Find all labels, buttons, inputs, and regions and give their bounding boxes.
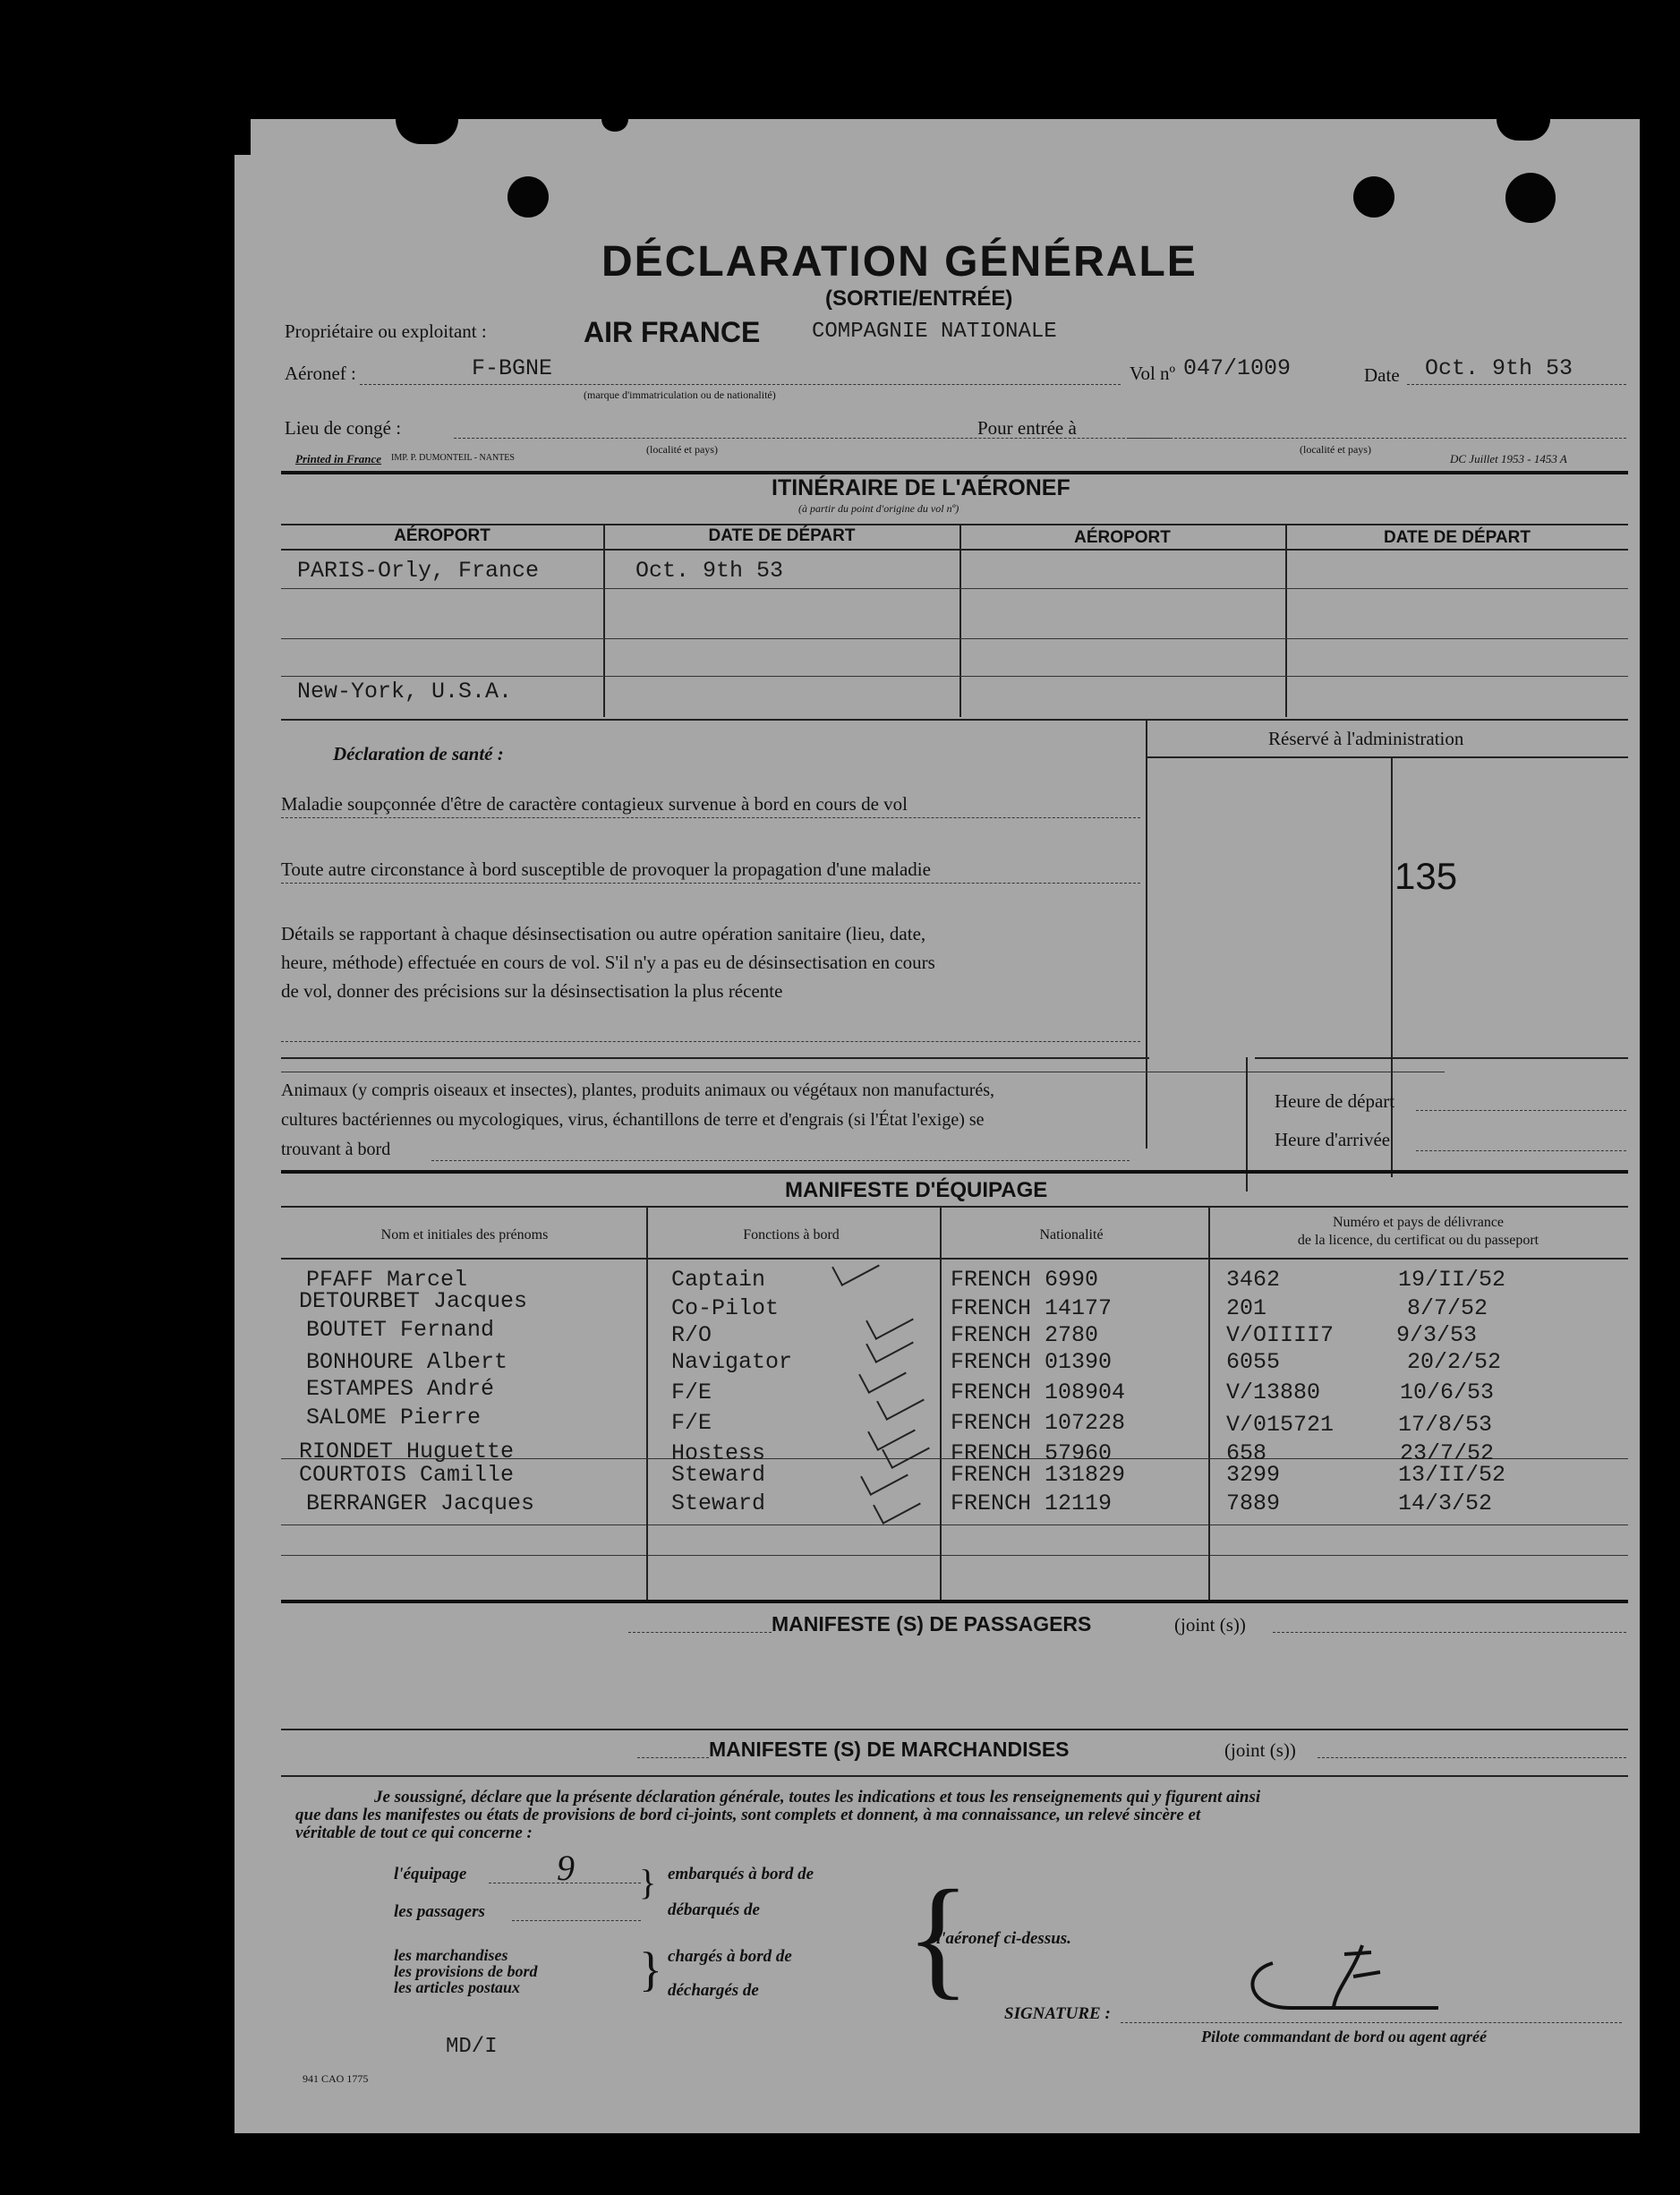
admin-header-line [1146, 756, 1628, 758]
itinerary-divider [959, 524, 961, 717]
crew-function: Steward [671, 1462, 766, 1488]
health-title: Déclaration de santé : [333, 743, 504, 764]
crew-count-label: l'équipage [394, 1865, 467, 1883]
printer-note: IMP. P. DUMONTEIL - NANTES [391, 453, 515, 463]
punch-hole-right [1353, 176, 1394, 218]
passengers-joint: (joint (s)) [1174, 1614, 1246, 1636]
origin-date: Oct. 9th 53 [635, 558, 784, 584]
crew-nationality: FRENCH 131829 [951, 1462, 1126, 1488]
crew-license: 658 [1226, 1440, 1267, 1466]
page-title: DÉCLARATION GÉNÉRALE [601, 238, 1198, 286]
itinerary-header-bottom [281, 549, 1628, 551]
embarked-label: embarqués à bord de [668, 1865, 814, 1883]
owner-value-extra: COMPAGNIE NATIONALE [812, 320, 1057, 344]
departure-time-label: Heure de départ [1275, 1090, 1395, 1112]
arrival-time-line [1416, 1150, 1626, 1151]
crew-name: ESTAMPES André [306, 1376, 495, 1402]
crew-col-license-1: Numéro et pays de délivrance [1332, 1215, 1505, 1230]
crew-divider [1208, 1206, 1210, 1489]
crew-name: RIONDET Huguette [299, 1439, 515, 1465]
crew-header-bottom [281, 1258, 1628, 1260]
crew-nationality: FRENCH 2780 [951, 1322, 1099, 1348]
arrival-time-label: Heure d'arrivée [1275, 1129, 1391, 1150]
crew-license-date: 9/3/53 [1396, 1322, 1478, 1348]
itinerary-subtitle: (à partir du point d'origine du vol nº) [798, 502, 959, 515]
animals-top [281, 1057, 1149, 1059]
health-line-1: Maladie soupçonnée d'être de caractère contagieux survenue à bord en cours de vol [281, 793, 908, 815]
crew-col-name: Nom et initiales des prénoms [380, 1227, 549, 1243]
crew-license-date: 8/7/52 [1407, 1295, 1488, 1321]
itinerary-col-date-2: DATE DE DÉPART [1384, 528, 1531, 547]
aircraft-label: Aéronef : [285, 363, 356, 384]
crew-function: Hostess [671, 1440, 766, 1466]
signature-stroke [1252, 1963, 1438, 2008]
crew-count-value: 9 [557, 1848, 575, 1888]
crew-divider [940, 1489, 942, 1600]
goods-rule [281, 1775, 1628, 1777]
date-label: Date [1364, 364, 1400, 386]
itinerary-col-date-1: DATE DE DÉPART [708, 526, 856, 545]
admin-label: Réservé à l'administration [1268, 728, 1464, 749]
provisions-label: les provisions de bord [394, 1962, 538, 1980]
brace-left: } [639, 1862, 657, 1902]
date-value: Oct. 9th 53 [1425, 355, 1573, 381]
signature [1237, 1936, 1452, 2017]
origin-airport: PARIS-Orly, France [297, 558, 540, 584]
animals-line-2: cultures bactériennes ou mycologiques, virus, échantillons de terre et d'engrais (si l'État l'exige) se [281, 1110, 985, 1130]
crew-nationality: FRENCH 14177 [951, 1295, 1113, 1321]
aircraft-value: F-BGNE [472, 355, 553, 381]
itinerary-title: ITINÉRAIRE DE L'AÉRONEF [772, 475, 1070, 500]
crew-license-date: 20/2/52 [1407, 1349, 1502, 1375]
crew-col-license-2: de la licence, du certificat ou du passeport [1297, 1233, 1539, 1248]
admin-inner-divider [1391, 756, 1393, 1177]
brace-right: { [906, 1863, 970, 2011]
form-sheet [235, 119, 1640, 2133]
crew-function: Captain [671, 1267, 766, 1293]
itinerary-divider [1285, 524, 1287, 717]
aircraft-caption: (marque d'immatriculation ou de nationalité) [584, 389, 776, 401]
torn-edge [601, 119, 628, 132]
health-line-2: Toute autre circonstance à bord susceptible de provoquer la propagation d'une maladie [281, 858, 931, 880]
crew-col-function: Fonctions à bord [743, 1227, 840, 1243]
crew-license: V/OIIII7 [1226, 1322, 1335, 1348]
crew-function: F/E [671, 1410, 712, 1436]
crew-divider [646, 1489, 648, 1600]
entry-line [1130, 438, 1626, 439]
passengers-rule [281, 1729, 1628, 1730]
itinerary-row-line [281, 676, 1628, 677]
flight-value: 047/1009 [1183, 355, 1292, 381]
crew-license: 3299 [1226, 1462, 1281, 1488]
crew-license-date: 17/8/53 [1398, 1412, 1493, 1438]
crew-nationality: FRENCH 107228 [951, 1410, 1126, 1436]
crew-function: Steward [671, 1490, 766, 1516]
torn-edge [396, 119, 458, 144]
declaration-line-2: que dans les manifestes ou états de provisions de bord ci-joints, sont complets et donnent, à ma connaissance, un relevé sincère et [295, 1806, 1201, 1824]
declaration-line-3: véritable de tout ce qui concerne : [295, 1823, 533, 1842]
crew-nationality: FRENCH 57960 [951, 1440, 1113, 1466]
crew-name: BERRANGER Jacques [306, 1490, 535, 1516]
crew-nationality: FRENCH 6990 [951, 1267, 1099, 1293]
animals-line-1: Animaux (y compris oiseaux et insectes), plantes, produits animaux ou végétaux non manufacturés, [281, 1080, 995, 1100]
itinerary-header-top [281, 524, 1628, 525]
crew-nationality: FRENCH 108904 [951, 1379, 1126, 1405]
crew-col-nationality: Nationalité [1039, 1227, 1104, 1243]
crew-license-date: 23/7/52 [1400, 1440, 1495, 1466]
loaded-label: chargés à bord de [668, 1947, 792, 1966]
entry-caption: (localité et pays) [1300, 443, 1371, 456]
itinerary-row-line [281, 638, 1628, 639]
signature-line [1121, 2022, 1622, 2023]
page-subtitle: (SORTIE/ENTRÉE) [825, 286, 1013, 311]
passengers-label: MANIFESTE (S) DE PASSAGERS [772, 1612, 1092, 1636]
passengers-count-label: les passagers [394, 1902, 485, 1921]
goods-joint: (joint (s)) [1224, 1739, 1296, 1761]
ref-code: MD/I [446, 2035, 498, 2059]
disembarked-label: débarqués de [668, 1900, 760, 1919]
crew-name: COURTOIS Camille [299, 1462, 515, 1488]
health-line-3b: heure, méthode) effectuée en cours de vol. S'il n'y a pas eu de désinsectisation en cours [281, 952, 935, 973]
crew-nationality: FRENCH 01390 [951, 1349, 1113, 1375]
crew-license-date: 14/3/52 [1398, 1490, 1493, 1516]
crew-license: 201 [1226, 1295, 1267, 1321]
health-line-1-rule [281, 817, 1140, 818]
crew-function: R/O [671, 1322, 712, 1348]
printed-in: Printed in France [295, 452, 382, 465]
section-rule [281, 471, 1628, 474]
admin-number: 135 [1394, 855, 1458, 897]
signatory-caption: Pilote commandant de bord ou agent agréé [1201, 2028, 1487, 2046]
brace-left: } [639, 1943, 662, 1996]
check-mark-icon [873, 1485, 921, 1525]
crew-row-line [281, 1555, 1628, 1556]
health-line-2-rule [281, 883, 1140, 884]
crew-license: 7889 [1226, 1490, 1281, 1516]
aircraft-above-label: l'aéronef ci-dessus. [936, 1929, 1071, 1948]
crew-bottom-rule [281, 1600, 1628, 1603]
crew-license: V/13880 [1226, 1379, 1321, 1405]
crew-name: DETOURBET Jacques [299, 1288, 528, 1314]
aircraft-line [360, 384, 1121, 385]
crew-license-date: 13/II/52 [1398, 1462, 1506, 1488]
crew-function: Co-Pilot [671, 1295, 780, 1321]
crew-name: BOUTET Fernand [306, 1317, 495, 1343]
torn-edge [1497, 119, 1550, 141]
crew-name: BONHOURE Albert [306, 1349, 508, 1375]
crew-title: MANIFESTE D'ÉQUIPAGE [785, 1178, 1048, 1202]
itinerary-col-airport-2: AÉROPORT [1074, 528, 1171, 547]
crew-rule [281, 1170, 1628, 1174]
crew-nationality: FRENCH 12119 [951, 1490, 1113, 1516]
departure-place-label: Lieu de congé : [285, 417, 402, 439]
health-line-3c: de vol, donner des précisions sur la désinsectisation la plus récente [281, 980, 783, 1002]
crew-license: V/015721 [1226, 1412, 1335, 1438]
departure-time-line [1416, 1110, 1626, 1111]
goods-trail [1318, 1757, 1626, 1758]
punch-hole-left [507, 176, 549, 218]
entry-label: Pour entrée à [977, 417, 1077, 439]
declaration-line-1: Je soussigné, déclare que la présente déclaration générale, toutes les indications et tous les renseignements qui y figurent ainsi [374, 1788, 1261, 1806]
date-line [1407, 384, 1626, 385]
crew-divider [1208, 1489, 1210, 1600]
crew-header-top [281, 1206, 1628, 1208]
itinerary-row-line [281, 588, 1628, 589]
crew-name: PFAFF Marcel [306, 1267, 468, 1293]
crew-license-date: 19/II/52 [1398, 1267, 1506, 1293]
health-line-3-rule [281, 1041, 1140, 1042]
crew-license: 3462 [1226, 1267, 1281, 1293]
goods-lead [637, 1757, 709, 1758]
signature-label: SIGNATURE : [1004, 2004, 1111, 2023]
itinerary-col-airport-1: AÉROPORT [394, 526, 490, 545]
animals-line-rule [431, 1160, 1130, 1161]
destination-airport: New-York, U.S.A. [297, 679, 513, 705]
crew-license-date: 10/6/53 [1400, 1379, 1495, 1405]
crew-function: F/E [671, 1379, 712, 1405]
passengers-count-dots [512, 1920, 641, 1921]
check-mark-icon [858, 1354, 907, 1394]
torn-corner [235, 119, 251, 155]
animals-top-right [1255, 1057, 1628, 1059]
passengers-trail [1273, 1632, 1626, 1633]
health-top [281, 719, 1628, 721]
flight-label: Vol nº [1130, 363, 1176, 384]
health-line-3a: Détails se rapportant à chaque désinsectisation ou autre opération sanitaire (lieu, date, [281, 923, 926, 944]
itinerary-divider [603, 524, 605, 717]
crew-divider [646, 1206, 648, 1489]
animals-line-3: trouvant à bord [281, 1140, 391, 1159]
punch-hole-edge [1505, 173, 1556, 223]
goods-count-label: les marchandises [394, 1946, 508, 1964]
crew-function: Navigator [671, 1349, 793, 1375]
check-mark-icon [831, 1247, 880, 1286]
admin-divider [1146, 719, 1147, 1149]
form-code: DC Juillet 1953 - 1453 A [1450, 452, 1567, 465]
form-number: 941 CAO 1775 [303, 2072, 369, 2085]
goods-label: MANIFESTE (S) DE MARCHANDISES [709, 1738, 1070, 1761]
owner-value: AIR FRANCE [584, 316, 761, 348]
unloaded-label: déchargés de [668, 1981, 759, 2000]
mail-label: les articles postaux [394, 1978, 521, 1996]
passengers-lead [628, 1632, 772, 1633]
owner-label: Propriétaire ou exploitant : [285, 320, 487, 342]
departure-place-caption: (localité et pays) [646, 443, 718, 456]
signature-stroke [1334, 1945, 1380, 2008]
crew-divider [940, 1206, 942, 1489]
crew-license: 6055 [1226, 1349, 1281, 1375]
crew-name: SALOME Pierre [306, 1405, 482, 1431]
